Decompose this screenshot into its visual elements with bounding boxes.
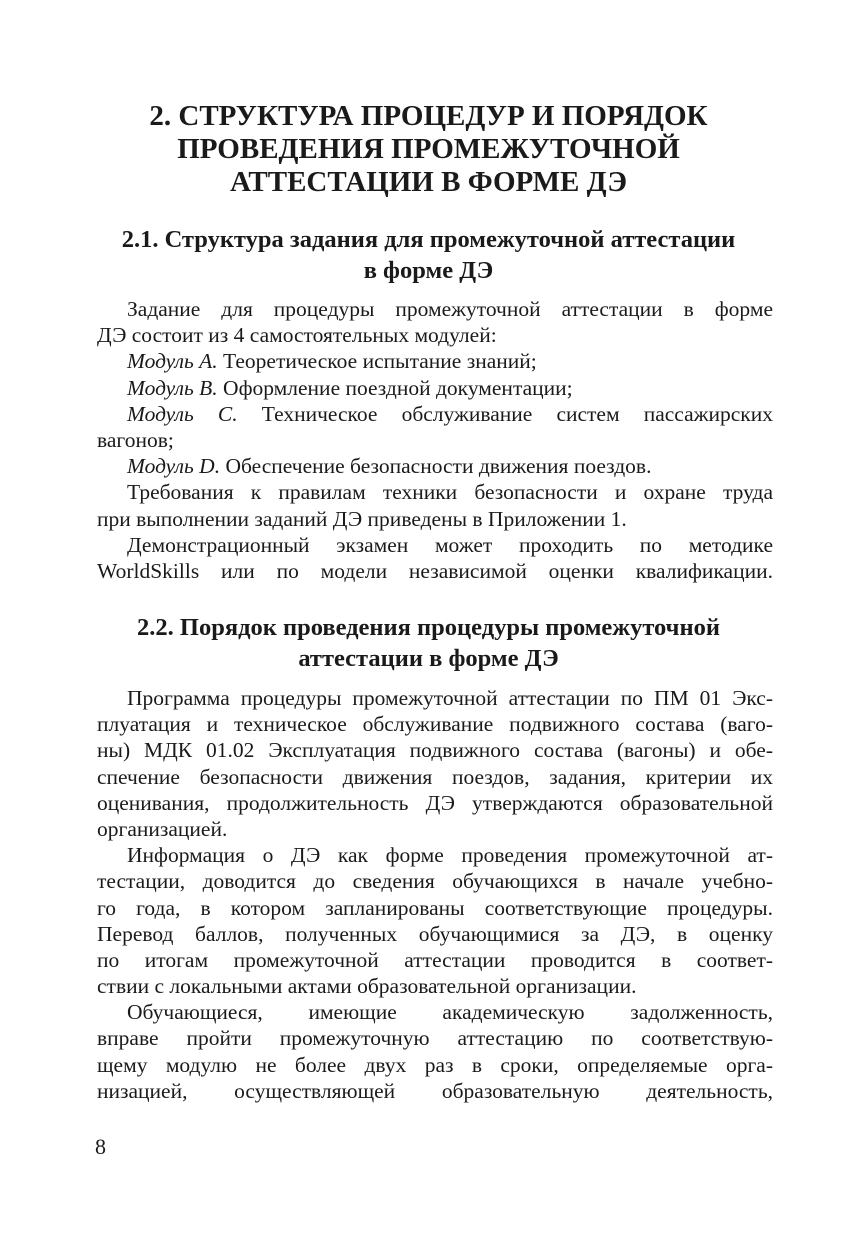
paragraph-line: ствии с локальными актами образовательной организации.: [97, 974, 637, 999]
section-title-line: 2.2. Порядок проведения процедуры промежуточной: [137, 614, 720, 641]
section-title-line: 2.1. Структура задания для промежуточной аттестации: [121, 226, 736, 253]
paragraph-line: Перевод баллов, полученных обучающимися за ДЭ, в оценку: [97, 921, 773, 946]
paragraph-line: ДЭ состоит из 4 самостоятельных модулей:: [97, 323, 497, 348]
paragraph-line: вправе пройти промежуточную аттестацию по соответствую-: [97, 1026, 773, 1051]
module-a-item: [97, 348, 773, 374]
module-label: Модуль В.: [127, 375, 218, 400]
section-2-2-body: [97, 685, 773, 1104]
chapter-title-line: АТТЕСТАЦИИ В ФОРМЕ ДЭ: [229, 166, 627, 198]
paragraph-line: Информация о ДЭ как форме проведения промежуточной ат-: [127, 843, 773, 868]
page-number: 8: [95, 1134, 106, 1159]
paragraph-line: Программа процедуры промежуточной аттестации по ПМ 01 Экс-: [127, 686, 773, 710]
module-label: Модуль А.: [127, 349, 218, 374]
section-2-1-title: [90, 224, 767, 286]
paragraph-line: при выполнении заданий ДЭ приведены в Приложении 1.: [97, 506, 627, 531]
paragraph-line: тестации, доводится до сведения обучающихся в начале учебно-: [97, 869, 773, 894]
paragraph-line: WorldSkills или по модели независимой оценки квалификации.: [97, 558, 773, 583]
module-label: Модуль С.: [127, 401, 238, 426]
paragraph-line: организацией.: [97, 816, 228, 841]
module-b-item: [97, 375, 773, 401]
paragraph-line: низацией, осуществляющей образовательную деятельность,: [97, 1078, 773, 1103]
module-text: Обеспечение безопасности движения поездов.: [225, 454, 652, 479]
module-text: Оформление поездной документации;: [223, 375, 573, 400]
paragraph-line: оценивания, продолжительность ДЭ утверждаются образовательной: [97, 790, 773, 815]
paragraph-line: щему модулю не более двух раз в сроки, определяемые орга-: [97, 1052, 773, 1077]
module-d-item: [97, 453, 773, 479]
paragraph-line: Требования к правилам техники безопасности и охране труда: [127, 480, 773, 505]
module-label: Модуль D.: [127, 454, 221, 479]
chapter-title-line: 2. СТРУКТУРА ПРОЦЕДУР И ПОРЯДОК: [149, 100, 708, 132]
section-title-line: в форме ДЭ: [363, 257, 494, 284]
chapter-title: [90, 100, 767, 199]
section-title-line: аттестации в форме ДЭ: [298, 645, 559, 672]
section-2-2-title: [90, 612, 767, 674]
paragraph-line: Демонстрационный экзамен может проходить по методике: [127, 532, 773, 557]
paragraph-line: по итогам промежуточной аттестации проводится в соответ-: [97, 947, 773, 972]
module-text: Техническое обслуживание систем пассажирских: [261, 401, 773, 426]
paragraph-line: ны) МДК 01.02 Эксплуатация подвижного состава (вагоны) и обе-: [97, 738, 773, 763]
module-text: Теоретическое испытание знаний;: [223, 349, 537, 374]
module-c-item: [97, 401, 773, 427]
paragraph-line: Задание для процедуры промежуточной аттестации в форме: [127, 297, 773, 321]
paragraph-line: вагонов;: [97, 427, 174, 452]
paragraph-line: плуатация и техническое обслуживание подвижного состава (ваго-: [97, 712, 773, 737]
paragraph-line: спечение безопасности движения поездов, задания, критерии их: [97, 764, 773, 789]
section-2-1-body: [97, 296, 773, 584]
chapter-title-line: ПРОВЕДЕНИЯ ПРОМЕЖУТОЧНОЙ: [177, 133, 680, 165]
paragraph-line: го года, в котором запланированы соответствующие процедуры.: [97, 895, 773, 920]
paragraph-line: Обучающиеся, имеющие академическую задолженность,: [127, 1000, 773, 1025]
